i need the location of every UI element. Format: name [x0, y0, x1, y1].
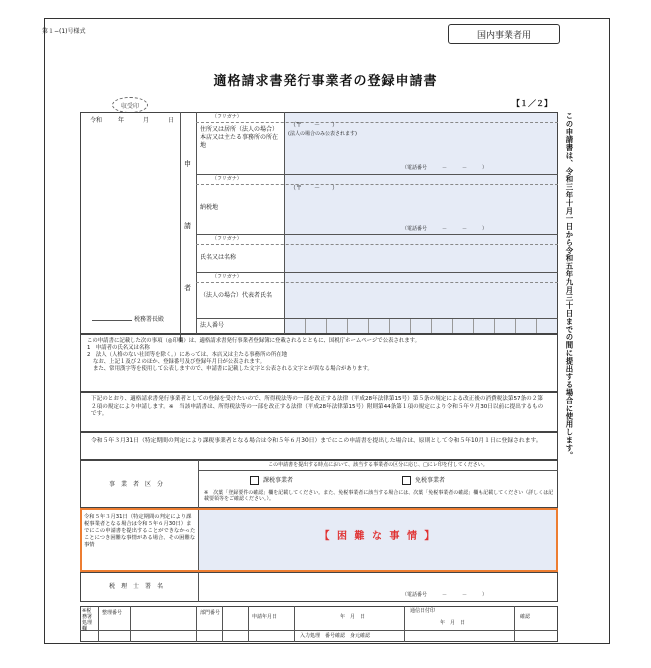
business-class-note: ※ 次葉「登録要件の確認」欄を記載してください。また、免税事業者に該当する場合には、次葉「免税事業者の確認」欄も記載してください（詳しくは記載要領等をご確認ください。）。 — [204, 490, 554, 502]
date-year: 年 — [118, 117, 125, 124]
tax-place-label: 納税地 — [200, 204, 219, 211]
furigana-name: （フリガナ） — [212, 236, 242, 242]
form-number: 第１−(1)号様式 — [42, 28, 86, 35]
note-item-2: 2 法人（人格のない社団等を除く。）にあっては、本店又は主たる事務所の所在地 — [87, 352, 288, 358]
address-phone[interactable]: （電話番号 － － ） — [402, 165, 488, 171]
accountant-phone[interactable]: （電話番号 － － ） — [402, 592, 488, 598]
difficulty-highlight — [80, 508, 558, 572]
page-title: 適格請求書発行事業者の登録申請書 — [213, 74, 438, 89]
address-label: 住所又は居所（法人の場合）本店又は主たる事務所の所在地 — [200, 126, 279, 149]
taxable-checkbox[interactable] — [250, 476, 259, 485]
receipt-stamp: 収受印 — [112, 97, 148, 113]
note-item-1: 1 申請者の氏名又は名称 — [87, 345, 150, 351]
bottom-row: 入力処理 番号確認 身元確認 — [300, 633, 371, 639]
name-label: 氏名又は名称 — [200, 254, 237, 261]
address-note: (法人の場合のみ公表されます) — [288, 131, 357, 137]
category-badge: 国内事業者用 — [448, 24, 560, 44]
law-text: 下記のとおり、適格請求書発行事業者としての登録を受けたいので、所得税法等の一部を改正する法律（平成28年法律第15号）第５条の規定による改正後の消費税法第57条の２第２項の規定により申請します。※ 当該申請書は、所得税法等の一部を改正する法律（平成28年法律第15号）附則第44条第１項の規定により令和５年９月30日以前に提出するものです。 — [91, 396, 544, 417]
applied-date-label: 申請年月日 — [252, 614, 278, 620]
option-taxable[interactable]: 課税事業者 — [250, 476, 293, 485]
date-month: 月 — [143, 117, 150, 124]
date-day: 日 — [168, 117, 175, 124]
side-note: この申請書は、令和三年十月一日から令和五年九月三十日までの間に提出する場合に使用します。 — [565, 112, 574, 460]
applied-date-value: 年 月 日 — [340, 614, 366, 620]
furigana-address: （フリガナ） — [212, 114, 242, 120]
office-use-side: ※税務署処理欄 — [82, 608, 93, 632]
accountant-label: 税理士署名 — [108, 583, 169, 590]
corp-no-cells[interactable] — [285, 319, 557, 333]
business-class-instruction: この申請書を提出する時点において、該当する事業者の区分に応じ、□にレ印を付してください。 — [268, 462, 488, 468]
date-era: 令和 — [90, 117, 103, 124]
rep-label: （法人の場合）代表者氏名 — [200, 292, 273, 299]
corp-no-label: 法人番号 — [200, 322, 225, 329]
tax-phone[interactable]: （電話番号 － － ） — [402, 226, 488, 232]
mark-label: 通信日付印 — [410, 608, 436, 614]
option-exempt[interactable]: 免税事業者 — [402, 476, 445, 485]
applicant-fill — [285, 113, 557, 333]
side-label-2: 請 — [184, 222, 191, 230]
furigana-rep: （フリガナ） — [212, 274, 242, 280]
deadline-text: 令和５年３月31日（特定期間の判定により課税事業者となる場合は令和５年６月30日）までにこの申請書を提出した場合は、原則として令和５年10月１日に登録されます。 — [91, 438, 542, 444]
difficulty-value[interactable]: 【 困 難 な 事 情 】 — [319, 530, 437, 542]
tax-zip[interactable]: （〒 － ） — [290, 185, 339, 192]
address-zip[interactable]: （〒 － ） — [290, 122, 339, 129]
confirm-label: 確認 — [520, 614, 531, 620]
dept-no-label: 部門番号 — [200, 610, 221, 616]
publication-notes — [80, 334, 558, 392]
law-statement — [80, 392, 558, 432]
side-label-3: 者 — [184, 284, 191, 292]
furigana-taxplace: （フリガナ） — [212, 176, 242, 182]
page-indicator: 【１／２】 — [512, 99, 552, 108]
note-item-3: なお、上記１及び２のほか、登録番号及び登録年月日が公表されます。 — [93, 359, 266, 365]
difficulty-label: 令和５年３月31日（特定期間の判定により課税事業者となる場合は令和５年６月30日）までにこの申請書を提出することができなかったことにつき困難な事情がある場合、その困難な事情 — [84, 514, 196, 548]
mark-date: 年 月 日 — [440, 620, 466, 626]
deadline-statement — [80, 432, 558, 460]
note-publication: この申請書に記載した次の事項（◎印欄）は、適格請求書発行事業者登録簿に登載されるとともに、国税庁ホームページで公表されます。 — [87, 338, 420, 344]
business-class-label: 事業者区分 — [108, 481, 169, 488]
tax-office-label: 税務署長殿 — [134, 316, 165, 323]
note-item-4: また、常用漢字等を使用して公表しますので、申請書に記載した文字と公表される文字とが異なる場合があります。 — [93, 366, 373, 372]
exempt-checkbox[interactable] — [402, 476, 411, 485]
side-label-1: 申 — [184, 160, 191, 168]
ref-no-label: 整理番号 — [102, 610, 123, 616]
